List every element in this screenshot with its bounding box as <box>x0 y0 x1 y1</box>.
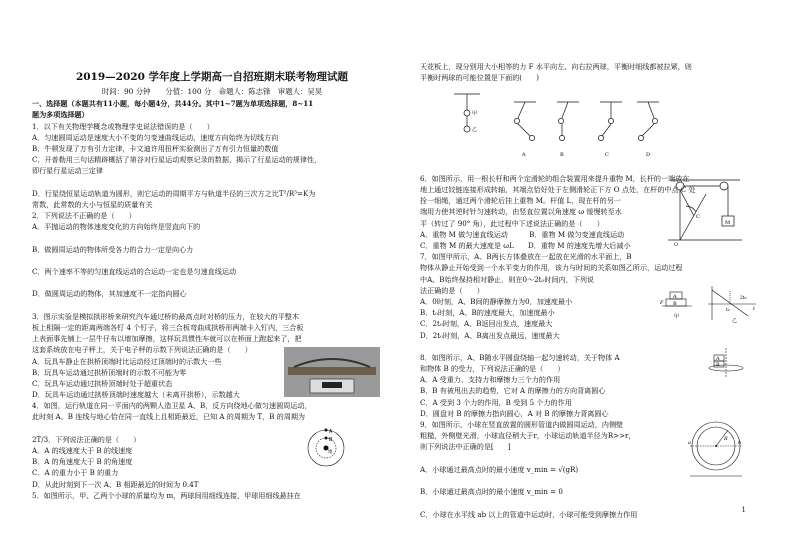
left-lines-line: C．A 的重力小于 B 的重力 <box>32 468 119 478</box>
left-lines-line: D．玩具车运动通过拱桥顶端时速度越大（未离开拱桥），示数越大 <box>32 390 240 400</box>
left-lines-line: C．开普勒用三句话精辟概括了第谷对行星运动观察记录的数据，揭示了行星运动的规律性， <box>32 155 322 165</box>
right-lines-line: D．2t₀时刻，A、B离出发点最远，速度最大 <box>420 330 560 340</box>
pulley-rod-figure <box>666 176 744 246</box>
right-lines-line: C．A 受到 3 个力的作用，B 受到 5 个力的作用 <box>420 397 572 407</box>
fig7-label-t: t <box>753 306 756 312</box>
right-lines-line: C．2t₀时刻，A、B返回出发点，速度最大 <box>420 319 553 329</box>
left-lines-line: D．从此时刻到下一次 A、B 相距最近的时间为 0.4T <box>32 479 199 489</box>
fig5-label-a: A <box>522 152 526 158</box>
fig9-label-b: b <box>738 440 742 446</box>
hanging-balls-figure <box>452 88 662 160</box>
fig6-label-o: O <box>674 242 679 246</box>
fig5-label-c: C <box>605 152 609 158</box>
right-lines-line: 天花板上，现分别用大小相等的力 F 水平向左、向右拉两球，平衡时细线都被拉紧，则 <box>420 62 692 71</box>
fig7-label-a: A <box>673 294 677 300</box>
right-lines-line: 9．如图所示，小球在竖直放置的圆形管道内做圆周运动，内侧壁 <box>420 420 624 429</box>
right-lines-line: 粗糙，外侧壁光滑，小球直径稍大于r，小球运动轨道半径为R>>r， <box>420 431 636 441</box>
left-lines-line <box>32 232 392 243</box>
turntable-figure <box>706 346 746 380</box>
exam-title: 2019—2020 学年度上学期高一自招班期末联考物理试题 <box>75 71 349 83</box>
fig7-label-2t0: 2t₀ <box>740 296 747 301</box>
left-lines-line: C．两个速率不等的匀速直线运动的合运动一定也是匀速直线运动 <box>32 267 237 277</box>
fig7-label-yi: 乙 <box>732 318 738 324</box>
right-lines-line: 地上通过铰链连接形成转轴，其端点恰好处于左侧滑轮正下方 O 点处，在杆的中点 C 处 <box>420 185 696 195</box>
blocks-force-graph-figure <box>660 284 760 324</box>
left-lines-line: B．做圆周运动的物体所受各力的合力一定是向心力 <box>32 244 194 254</box>
fig5-label-jia: 甲 <box>472 111 478 117</box>
fig8-label-b: B <box>716 362 720 368</box>
left-lines-line: 常数，此常数的大小与恒星的质量有关 <box>32 199 153 209</box>
right-lines-line: 则下列说法中正确的是[ ] <box>420 442 511 452</box>
left-lines-line: 这套系统放在电子秤上，关于电子秤的示数下列说法正确的是（ ） <box>32 345 252 355</box>
fig7-label-t0: t₀ <box>726 308 730 313</box>
right-lines-line: D．圆盘对 B 的摩擦力指向圆心，A 对 B 的摩擦力背离圆心 <box>420 408 609 418</box>
left-lines-line: B．A 的角速度大于 B 的角速度 <box>32 457 133 467</box>
right-lines-line: 平衡时两球的可能位置是下面的( ) <box>420 73 540 83</box>
right-lines-line: B．t₀时刻，A、B的速度最大，加速度最小 <box>420 308 555 318</box>
fig5-label-yi: 乙 <box>472 127 478 133</box>
exam-info: 时间：90 分钟 分值：100 分 命题人：陈志锋 审题人：吴昊 <box>101 87 323 96</box>
page-number: 1 <box>741 506 746 514</box>
right-lines-line: 拴一细绳，通过两个滑轮后挂上重物 M。杆值 L，现在杆的另一 <box>420 196 621 206</box>
fig5-label-b: B <box>560 152 564 158</box>
left-lines-line: 一、选择题（本题共有11小题，每小题4分，共44分。其中1~7题为单项选择题，8~11 <box>32 99 314 109</box>
right-lines-line: A．0时刻，A、B间的静摩擦力为0，加速度最小 <box>420 296 573 306</box>
right-lines-line: C．重物 M 的最大速度是 ωL D．重物 M 的速度先增大后减小 <box>420 241 631 250</box>
fig6-label-c: C <box>696 214 700 220</box>
right-lines-line: 8．如图所示，A、B随水平圆盘绕轴一起匀速转动，关于物体 A <box>420 352 620 362</box>
left-lines-line: B．玩具车运动通过拱桥顶端时的示数不可能为零 <box>32 367 187 377</box>
right-lines-line <box>420 162 762 173</box>
fig9-label-a: a <box>688 440 691 446</box>
fig8-label-a: A <box>716 356 720 362</box>
right-lines-line: 端用力使其逆时针匀速转动，由竖直位置以角速度 ω 缓慢转至水 <box>420 207 622 217</box>
fig7-label-f: F <box>660 300 664 306</box>
left-lines-line: C．玩具车运动通过拱桥顶端时处于超重状态 <box>32 378 173 388</box>
left-lines-line: A．平抛运动的物体速度变化的方向始终是竖直向下的 <box>32 222 201 232</box>
fig7-label-b: B <box>673 301 677 307</box>
fig4-label-b: B <box>329 437 333 443</box>
fig4-label-earth: 地 <box>328 450 333 455</box>
right-lines-line: 6．如图所示，用一根长杆和两个定滑轮的组合装置用来提升重物 M，长杆的一端放在 <box>420 173 690 183</box>
left-lines-line <box>32 300 392 311</box>
left-lines-line: 2．下列说法不正确的是（ ） <box>32 211 136 221</box>
left-lines-line: 此时刻 A、B 连线与地心恰在同一直线上且相距最近，已知 A 的周期为 T，B 的周期为 <box>32 412 306 422</box>
left-lines-line: A．玩具车静止在拱桥顶端时比运动经过顶端时的示数大一些 <box>32 356 222 366</box>
left-lines-line: A．A 的线速度大于 B 的线速度 <box>32 446 133 456</box>
fig4-label-a: A <box>329 429 333 435</box>
left-lines-line: B．牛顿发现了万有引力定律，卡文迪许用扭秤实验测出了万有引力恒量的数值 <box>32 143 279 153</box>
left-lines-line <box>32 177 392 188</box>
fig5-label-d: D <box>646 152 651 158</box>
right-lines-line: 7．如图甲所示，A、B两长方体叠放在一起放在光滑的水平面上，B <box>420 252 632 262</box>
right-lines-line: 物体从静止开始受到一个水平变力的作用，该力与时间的关系如图乙所示，运动过程 <box>420 263 683 273</box>
satellite-orbit-diagram <box>306 428 346 468</box>
left-lines-line <box>32 255 392 266</box>
right-lines-line: A．小球通过最高点时的最小速度 v_min = √(gR) <box>420 464 579 474</box>
right-lines-line <box>420 497 762 508</box>
right-lines-line: B．小球通过最高点时的最小速度 v_min = 0 <box>420 487 563 497</box>
left-lines-line: A．匀速圆周运动是速度大小不变的匀变速曲线运动，速度方向始终为切线方向 <box>32 132 279 142</box>
left-lines-line: 4．如图，运行轨道在同一平面内的两颗人造卫星 A、B，反方向绕地心做匀速圆周运动， <box>32 401 312 411</box>
left-lines-line: D．行星绕恒星运动轨道为圆形，则它运动的周期平方与轨道半径的三次方之比T²/R³=K为 <box>32 188 316 198</box>
fig7-label-jia: 甲 <box>674 314 680 320</box>
left-lines-line: 2T/3．下列说法正确的是（ ） <box>32 434 141 444</box>
right-lines-line: 平（转过了 90° 角），此过程中下述说法正确的是（ ） <box>420 218 604 228</box>
left-lines-line: 5．如图所示，甲、乙两个小球的质量均为 m，两球间用细线连接，甲球用细线悬挂在 <box>32 490 301 500</box>
left-lines-line: D．做圆周运动的物体，其加速度不一定指向圆心 <box>32 289 187 299</box>
right-lines-line: A．A 受重力、支持力和摩擦力三个力的作用 <box>420 375 561 385</box>
right-lines-line: C．小球在水平线 ab 以上的管道中运动时，小球可能受到摩擦力作用 <box>420 509 638 519</box>
right-lines-line: 法正确的是（ ） <box>420 285 484 295</box>
left-lines-line: 即行星行星运动三定律 <box>32 166 103 176</box>
fig9-label-r: R <box>724 436 728 442</box>
left-lines-line <box>32 277 392 288</box>
left-lines-line: 1．以下有关物理学概念或物理学史说法错误的是（ ） <box>32 121 214 131</box>
left-lines-line: 题为多项选择题） <box>32 110 89 120</box>
right-lines-line: B．B 有被甩出去的趋势，它对 A 的摩擦力的方向背离圆心 <box>420 386 606 396</box>
circular-tube-figure <box>688 416 744 480</box>
left-lines-line: 3．图示实验是模拟拱形桥来研究汽车通过桥的最高点时对桥的压力，在较大的平整木 <box>32 311 299 321</box>
fig6-label-m: M <box>725 220 731 226</box>
left-lines-line: 上表面事先铺上一层牛仔布以增加摩擦，这样玩具惯性车就可以在桥面上跑起来了，把 <box>32 334 302 344</box>
right-lines-line: 中A、B始终保持相对静止．则在0～2t₀时间内，下列说 <box>420 274 595 284</box>
bridge-scale-photo <box>284 347 380 397</box>
right-lines-line: 和物体 B 的受力，下列说法正确的是（ ） <box>420 364 565 374</box>
right-lines-line: A．重物 M 做匀速直线运动 B．重物 M 做匀变速直线运动 <box>420 229 625 239</box>
left-lines-line: 板上相隔一定的距离两端各钉 4 个钉子，将三合板弯曲成拱桥形两端卡入钉内，三合板 <box>32 322 304 332</box>
